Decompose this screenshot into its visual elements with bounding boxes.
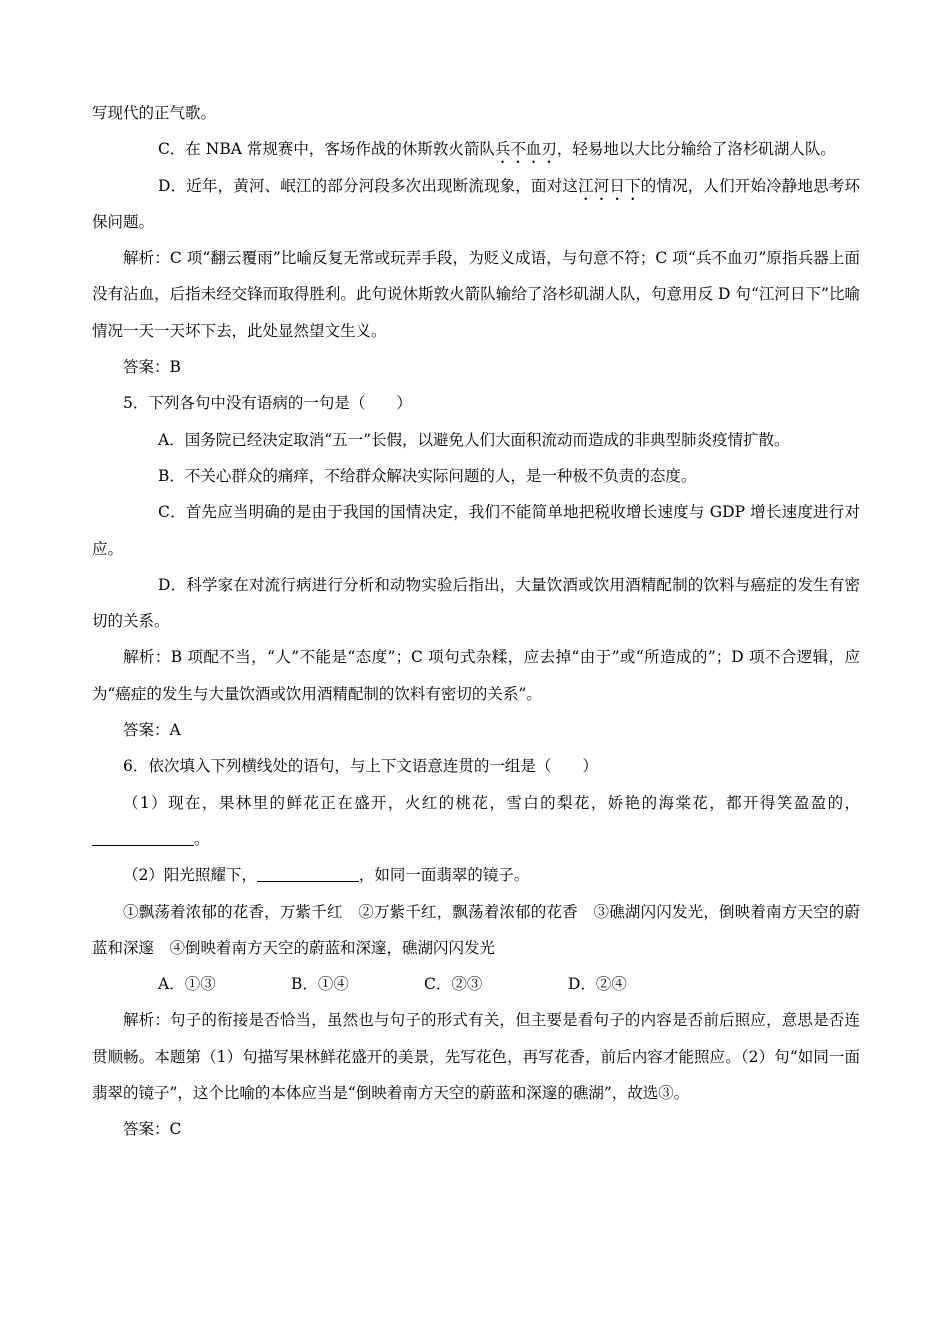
q6-sentence-2-post: ，如同一面翡翠的镜子。 — [358, 866, 530, 885]
q4-answer: 答案：B — [123, 358, 181, 377]
q6-sentence-1 — [92, 785, 860, 858]
q6-options: ①飘荡着浓郁的花香，万紫千红 ②万紫千红，飘荡着浓郁的花香 ③礁湖闪闪发光，倒映着南方天空的蔚蓝和深邃 ④倒映着南方天空的蔚蓝和深邃，礁湖闪闪发光 — [92, 902, 860, 957]
q4-option-d-dotted: 江河日下 — [578, 176, 641, 195]
q5-analysis: 解析：B 项配不当，“人”不能是“态度”；C 项句式杂糅，应去掉“由于”或“所造成的”；D 项不合逻辑，应为“癌症的发生与大量饮酒或饮用酒精配制的饮料有密切的关系”。 — [92, 648, 860, 703]
q6-blank-1 — [92, 829, 194, 846]
q6-analysis: 解析：句子的衔接是否恰当，虽然也与句子的形式有关，但主要是看句子的内容是否前后照应，意思是否连贯顺畅。本题第（1）句描写果林鲜花盛开的美景，先写花色，再写花香，前后内容才能照应。（2）句“如同一面翡翠的镜子”，这个比喻的本体应当是“倒映着南方天空的蔚蓝和深邃的礁湖”，故选③。 — [92, 1011, 860, 1103]
q6-choices — [92, 966, 860, 1002]
q4-option-c-dotted: 兵不血刃 — [494, 140, 557, 159]
q4-analysis: 解析：C 项“翻云覆雨”比喻反复无常或玩弄手段，为贬义成语，与句意不符；C 项“兵不血刃”原指兵器上面没有沾血，后指未经交锋而取得胜利。此句说休斯敦火箭队输给了洛杉矶湖人队，句意用反 D 句“江河日下”比喻情况一天一天坏下去，此处显然望文生义。 — [92, 249, 860, 340]
q4-option-d-post: 的情况，人们开始冷静地思考环保问题。 — [92, 176, 860, 231]
q6-sentence-1-text: （1）现在，果林里的鲜花正在盛开，火红的桃花，雪白的梨花，娇艳的海棠花，都开得笑盈盈的， — [123, 793, 860, 812]
q6-sentence-1-end: 。 — [194, 829, 210, 848]
q5-stem: 5．下列各句中没有语病的一句是（ ） — [123, 394, 412, 413]
q5-option-a: A．国务院已经决定取消“五一”长假，以避免人们大面积流动而造成的非典型肺炎疫情扩散。 — [158, 430, 790, 449]
q6-sentence-2-pre: （2）阳光照耀下， — [123, 866, 257, 885]
q6-choice-d: D．②④ — [568, 975, 627, 994]
q6-choice-a: A．①③ — [158, 975, 216, 994]
q4-option-c-pre: C．在 NBA 常规赛中，客场作战的休斯敦火箭队 — [158, 140, 495, 159]
q5-option-b: B．不关心群众的痛痒，不给群众解决实际问题的人，是一种极不负责的态度。 — [158, 466, 697, 485]
q4-option-d-pre: D．近年，黄河、岷江的部分河段多次出现断流现象，面对这 — [158, 176, 579, 195]
q5-option-d: D．科学家在对流行病进行分析和动物实验后指出，大量饮酒或饮用酒精配制的饮料与癌症的发生有密切的关系。 — [92, 575, 860, 631]
q5-option-c: C．首先应当明确的是由于我国的国情决定，我们不能简单地把税收增长速度与 GDP 增长速度进行对应。 — [92, 503, 860, 558]
q4-option-d — [92, 168, 860, 241]
q6-stem: 6．依次填入下列横线处的语句，与上下文语意连贯的一组是（ ） — [123, 757, 598, 776]
q6-blank-2 — [257, 866, 359, 883]
q5-answer: 答案：A — [123, 721, 181, 740]
q6-answer: 答案：C — [123, 1120, 182, 1139]
q6-choice-c: C．②③ — [424, 975, 483, 994]
q4-option-c-post: ，轻易地以大比分输给了洛杉矶湖人队。 — [556, 140, 836, 159]
q6-choice-b: B．①④ — [291, 975, 349, 994]
q4-option-c — [92, 131, 860, 167]
q6-sentence-2 — [92, 857, 860, 893]
q4-line-continuation: 写现代的正气歌。 — [92, 104, 217, 122]
